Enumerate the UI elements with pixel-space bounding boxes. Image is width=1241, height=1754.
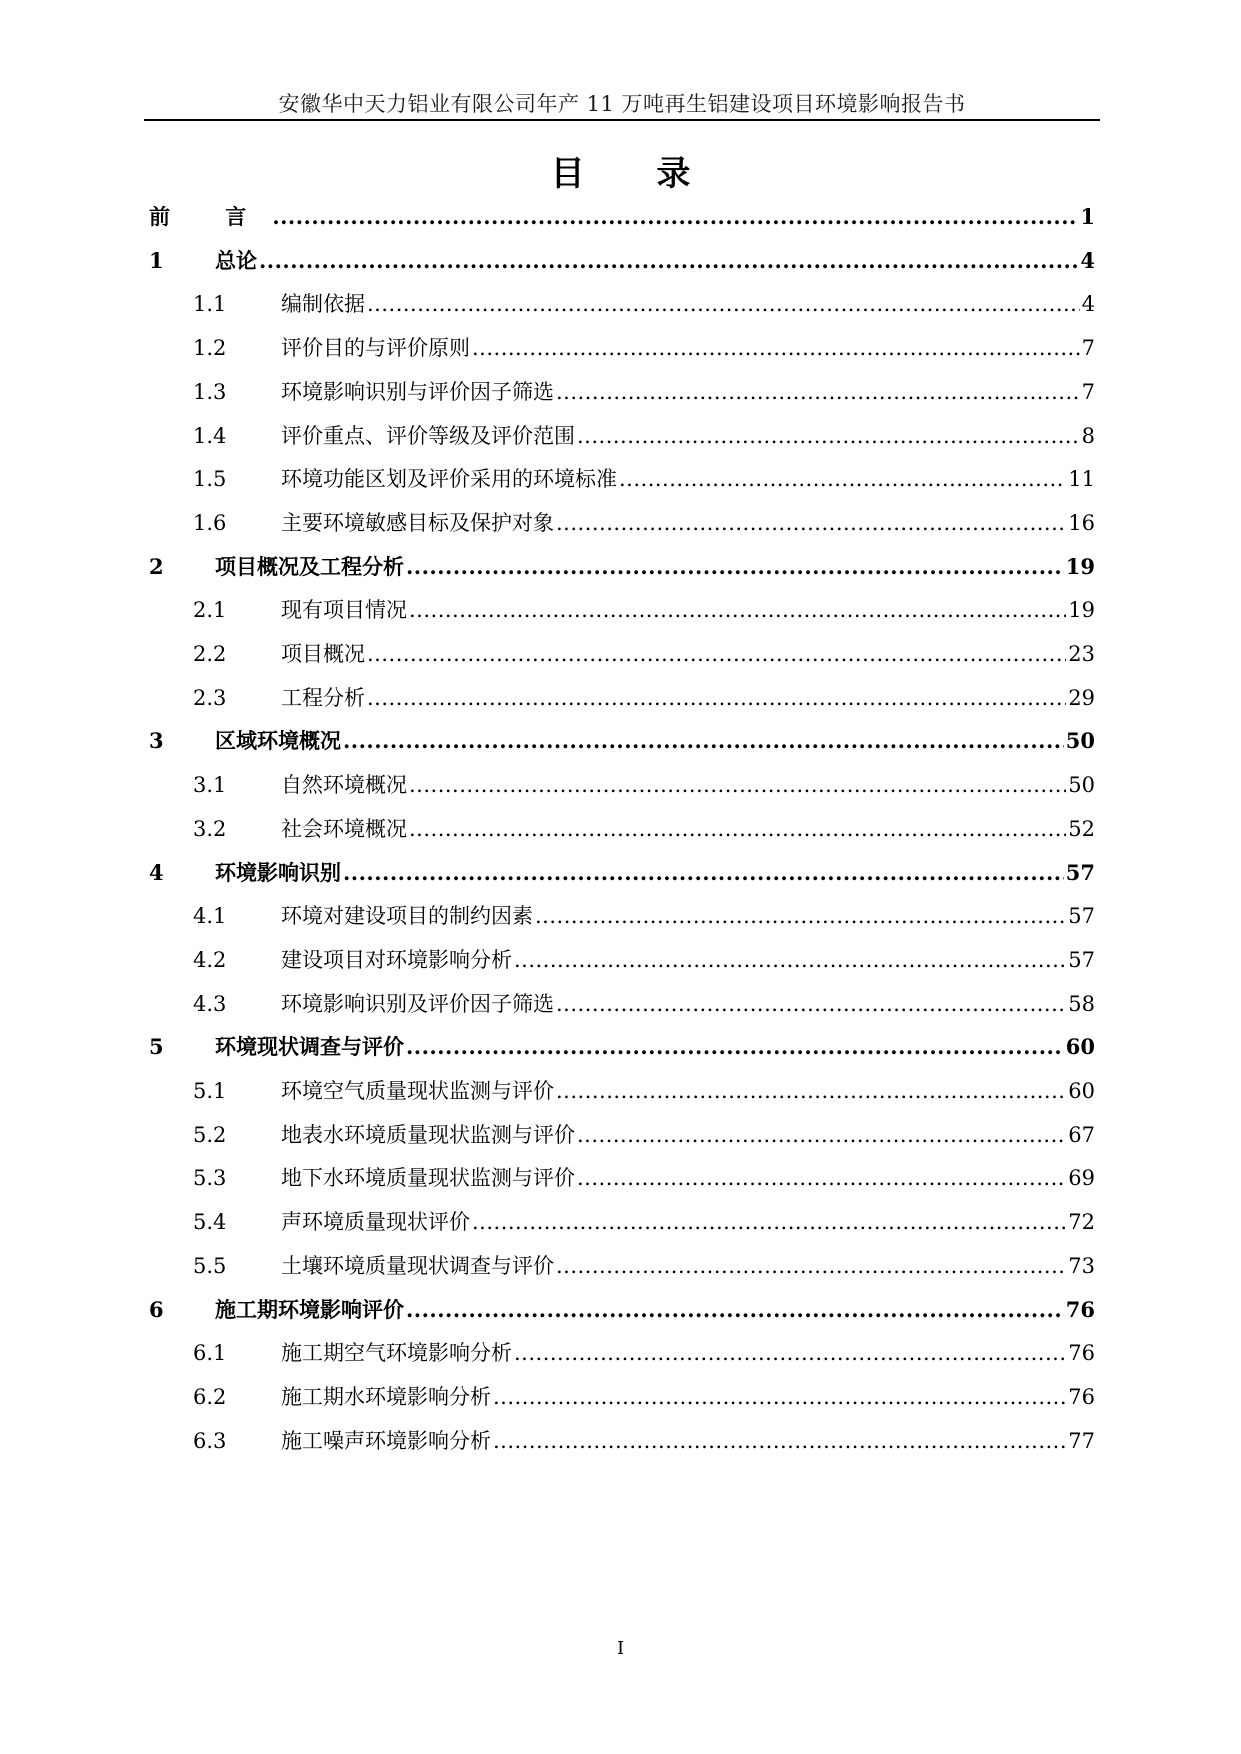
toc-entry-title: 施工期环境影响评价 xyxy=(215,1297,404,1322)
toc-dot-leader xyxy=(367,639,1066,669)
toc-entry-number: 1.5 xyxy=(193,467,227,491)
header-rule xyxy=(144,119,1100,121)
toc-entry-number: 5.3 xyxy=(193,1166,227,1190)
toc-section-entry[interactable] xyxy=(193,289,1095,319)
toc-entry-title: 建设项目对环境影响分析 xyxy=(281,948,512,972)
toc-section-entry[interactable] xyxy=(193,1076,1095,1106)
toc-chapter-entry[interactable] xyxy=(149,1295,1095,1325)
toc-entry-title: 地表水环境质量现状监测与评价 xyxy=(281,1123,575,1147)
toc-entry-title: 声环境质量现状评价 xyxy=(281,1210,470,1234)
toc-section-entry[interactable] xyxy=(193,1120,1095,1150)
toc-entry-title: 环境功能区划及评价采用的环境标准 xyxy=(281,467,617,491)
toc-dot-leader xyxy=(343,858,1064,888)
toc-entry-number: 1.2 xyxy=(193,336,227,360)
toc-section-entry[interactable] xyxy=(193,683,1095,713)
toc-entry-number: 4.1 xyxy=(193,904,227,928)
toc-entry-title: 自然环境概况 xyxy=(281,773,407,797)
toc-section-entry[interactable] xyxy=(193,1207,1095,1237)
toc-entry-number: 3.1 xyxy=(193,773,227,797)
toc-entry-number: 5.4 xyxy=(193,1210,227,1234)
toc-entry-page: 76 xyxy=(1065,1297,1095,1322)
toc-entry-number: 5 xyxy=(149,1034,164,1059)
toc-entry-page: 67 xyxy=(1068,1123,1095,1147)
toc-dot-leader xyxy=(577,1120,1066,1150)
toc-section-entry[interactable] xyxy=(193,901,1095,931)
toc-section-entry[interactable] xyxy=(193,639,1095,669)
toc-dot-leader xyxy=(514,945,1066,975)
toc-entry-page: 57 xyxy=(1068,948,1095,972)
toc-dot-leader xyxy=(514,1338,1066,1368)
toc-section-entry[interactable] xyxy=(193,989,1095,1019)
toc-entry-number: 2.1 xyxy=(193,598,227,622)
toc-entry-title: 环境影响识别 xyxy=(215,860,341,885)
toc-entry-title: 总论 xyxy=(215,248,257,273)
toc-entry-title: 施工期水环境影响分析 xyxy=(281,1385,491,1409)
toc-entry-page: 60 xyxy=(1068,1079,1095,1103)
toc-entry-page: 73 xyxy=(1068,1254,1095,1278)
toc-dot-leader xyxy=(472,1207,1066,1237)
toc-entry-title: 环境影响识别及评价因子筛选 xyxy=(281,992,554,1016)
toc-entry-page: 16 xyxy=(1068,511,1095,535)
toc-entry-page: 72 xyxy=(1068,1210,1095,1234)
toc-entry-number: 3 xyxy=(149,728,164,753)
toc-entry-number: 3.2 xyxy=(193,817,227,841)
toc-entry-number: 1.4 xyxy=(193,424,227,448)
toc-entry-title: 项目概况及工程分析 xyxy=(215,554,404,579)
toc-entry-number: 6.3 xyxy=(193,1429,227,1453)
toc-entry-page: 1 xyxy=(1080,204,1095,229)
running-header: 安徽华中天力铝业有限公司年产 11 万吨再生铝建设项目环境影响报告书 xyxy=(278,92,966,116)
toc-dot-leader xyxy=(409,770,1066,800)
toc-dot-leader xyxy=(577,421,1080,451)
toc-section-entry[interactable] xyxy=(193,464,1095,494)
toc-dot-leader xyxy=(619,464,1066,494)
toc-entry-page: 52 xyxy=(1068,817,1095,841)
toc-section-entry[interactable] xyxy=(193,945,1095,975)
toc-dot-leader xyxy=(577,1163,1066,1193)
toc-entry-number: 5.2 xyxy=(193,1123,227,1147)
toc-entry-number: 2.2 xyxy=(193,642,227,666)
toc-section-entry[interactable] xyxy=(193,1251,1095,1281)
toc-chapter-entry[interactable] xyxy=(149,552,1095,582)
toc-entry-number: 1 xyxy=(149,248,164,273)
toc-section-entry[interactable] xyxy=(193,770,1095,800)
toc-dot-leader xyxy=(493,1382,1066,1412)
toc-entry-number: 5.5 xyxy=(193,1254,227,1278)
toc-entry-page: 50 xyxy=(1065,728,1095,753)
toc-dot-leader xyxy=(535,901,1066,931)
toc-entry-number: 5.1 xyxy=(193,1079,227,1103)
toc-dot-leader xyxy=(367,289,1080,319)
toc-chapter-entry[interactable] xyxy=(149,1032,1095,1062)
toc-entry-title: 施工期空气环境影响分析 xyxy=(281,1341,512,1365)
toc-chapter-entry[interactable] xyxy=(149,202,1095,232)
toc-entry-title: 施工噪声环境影响分析 xyxy=(281,1429,491,1453)
toc-dot-leader xyxy=(406,552,1064,582)
toc-entry-page: 76 xyxy=(1068,1341,1095,1365)
toc-entry-title: 环境空气质量现状监测与评价 xyxy=(281,1079,554,1103)
toc-entry-number: 4 xyxy=(149,860,164,885)
toc-entry-title: 主要环境敏感目标及保护对象 xyxy=(281,511,554,535)
toc-entry-page: 19 xyxy=(1068,598,1095,622)
toc-dot-leader xyxy=(556,1251,1066,1281)
toc-dot-leader xyxy=(343,726,1064,756)
toc-entry-page: 23 xyxy=(1068,642,1095,666)
toc-section-entry[interactable] xyxy=(193,814,1095,844)
toc-entry-page: 29 xyxy=(1068,686,1095,710)
toc-entry-page: 19 xyxy=(1065,554,1095,579)
toc-entry-page: 11 xyxy=(1068,467,1095,491)
toc-section-entry[interactable] xyxy=(193,595,1095,625)
toc-dot-leader xyxy=(409,595,1066,625)
toc-dot-leader xyxy=(493,1426,1066,1456)
toc-entry-page: 7 xyxy=(1081,336,1095,360)
toc-entry-title: 环境现状调查与评价 xyxy=(215,1034,404,1059)
toc-dot-leader xyxy=(406,1295,1064,1325)
toc-entry-title: 环境影响识别与评价因子筛选 xyxy=(281,380,554,404)
toc-entry-page: 60 xyxy=(1065,1034,1095,1059)
toc-chapter-entry[interactable] xyxy=(149,858,1095,888)
toc-entry-number: 6.2 xyxy=(193,1385,227,1409)
toc-chapter-entry[interactable] xyxy=(149,726,1095,756)
toc-dot-leader xyxy=(556,989,1066,1019)
toc-section-entry[interactable] xyxy=(193,333,1095,363)
toc-section-entry[interactable] xyxy=(193,1426,1095,1456)
toc-dot-leader xyxy=(556,508,1066,538)
toc-entry-title: 项目概况 xyxy=(281,642,365,666)
toc-dot-leader xyxy=(556,377,1080,407)
toc-dot-leader xyxy=(409,814,1066,844)
toc-dot-leader xyxy=(272,202,1078,232)
page-number: I xyxy=(616,1638,625,1659)
toc-dot-leader xyxy=(367,683,1066,713)
toc-entry-title: 编制依据 xyxy=(281,292,365,316)
toc-entry-page: 50 xyxy=(1068,773,1095,797)
toc-entry-number: 4.2 xyxy=(193,948,227,972)
toc-entry-page: 57 xyxy=(1068,904,1095,928)
toc-dot-leader xyxy=(259,246,1078,276)
toc-dot-leader xyxy=(406,1032,1064,1062)
toc-entry-page: 57 xyxy=(1065,860,1095,885)
toc-entry-page: 4 xyxy=(1080,248,1095,273)
toc-entry-title: 评价重点、评价等级及评价范围 xyxy=(281,424,575,448)
toc-entry-number: 2.3 xyxy=(193,686,227,710)
toc-entry-number: 1.6 xyxy=(193,511,227,535)
toc-entry-title: 环境对建设项目的制约因素 xyxy=(281,904,533,928)
toc-entry-number: 1.3 xyxy=(193,380,227,404)
toc-section-entry[interactable] xyxy=(193,1338,1095,1368)
toc-entry-number: 2 xyxy=(149,554,164,579)
toc-entry-number: 4.3 xyxy=(193,992,227,1016)
toc-entry-title: 前 言 xyxy=(149,204,271,229)
toc-chapter-entry[interactable] xyxy=(149,246,1095,276)
toc-dot-leader xyxy=(472,333,1080,363)
toc-entry-page: 8 xyxy=(1081,424,1095,448)
toc-dot-leader xyxy=(556,1076,1066,1106)
page-title: 目 录 xyxy=(550,154,721,194)
toc-entry-title: 土壤环境质量现状调查与评价 xyxy=(281,1254,554,1278)
toc-entry-title: 现有项目情况 xyxy=(281,598,407,622)
toc-section-entry[interactable] xyxy=(193,377,1095,407)
toc-section-entry[interactable] xyxy=(193,1382,1095,1412)
toc-entry-page: 4 xyxy=(1081,292,1095,316)
toc-section-entry[interactable] xyxy=(193,421,1095,451)
toc-entry-title: 地下水环境质量现状监测与评价 xyxy=(281,1166,575,1190)
toc-entry-title: 工程分析 xyxy=(281,686,365,710)
toc-entry-page: 7 xyxy=(1081,380,1095,404)
toc-entry-page: 77 xyxy=(1068,1429,1095,1453)
toc-entry-title: 区域环境概况 xyxy=(215,728,341,753)
toc-entry-title: 评价目的与评价原则 xyxy=(281,336,470,360)
toc-entry-page: 69 xyxy=(1068,1166,1095,1190)
toc-entry-title: 社会环境概况 xyxy=(281,817,407,841)
toc-section-entry[interactable] xyxy=(193,508,1095,538)
toc-entry-number: 1.1 xyxy=(193,292,227,316)
toc-entry-page: 58 xyxy=(1068,992,1095,1016)
toc-entry-page: 76 xyxy=(1068,1385,1095,1409)
toc-entry-number: 6 xyxy=(149,1297,164,1322)
toc-entry-number: 6.1 xyxy=(193,1341,227,1365)
toc-section-entry[interactable] xyxy=(193,1163,1095,1193)
